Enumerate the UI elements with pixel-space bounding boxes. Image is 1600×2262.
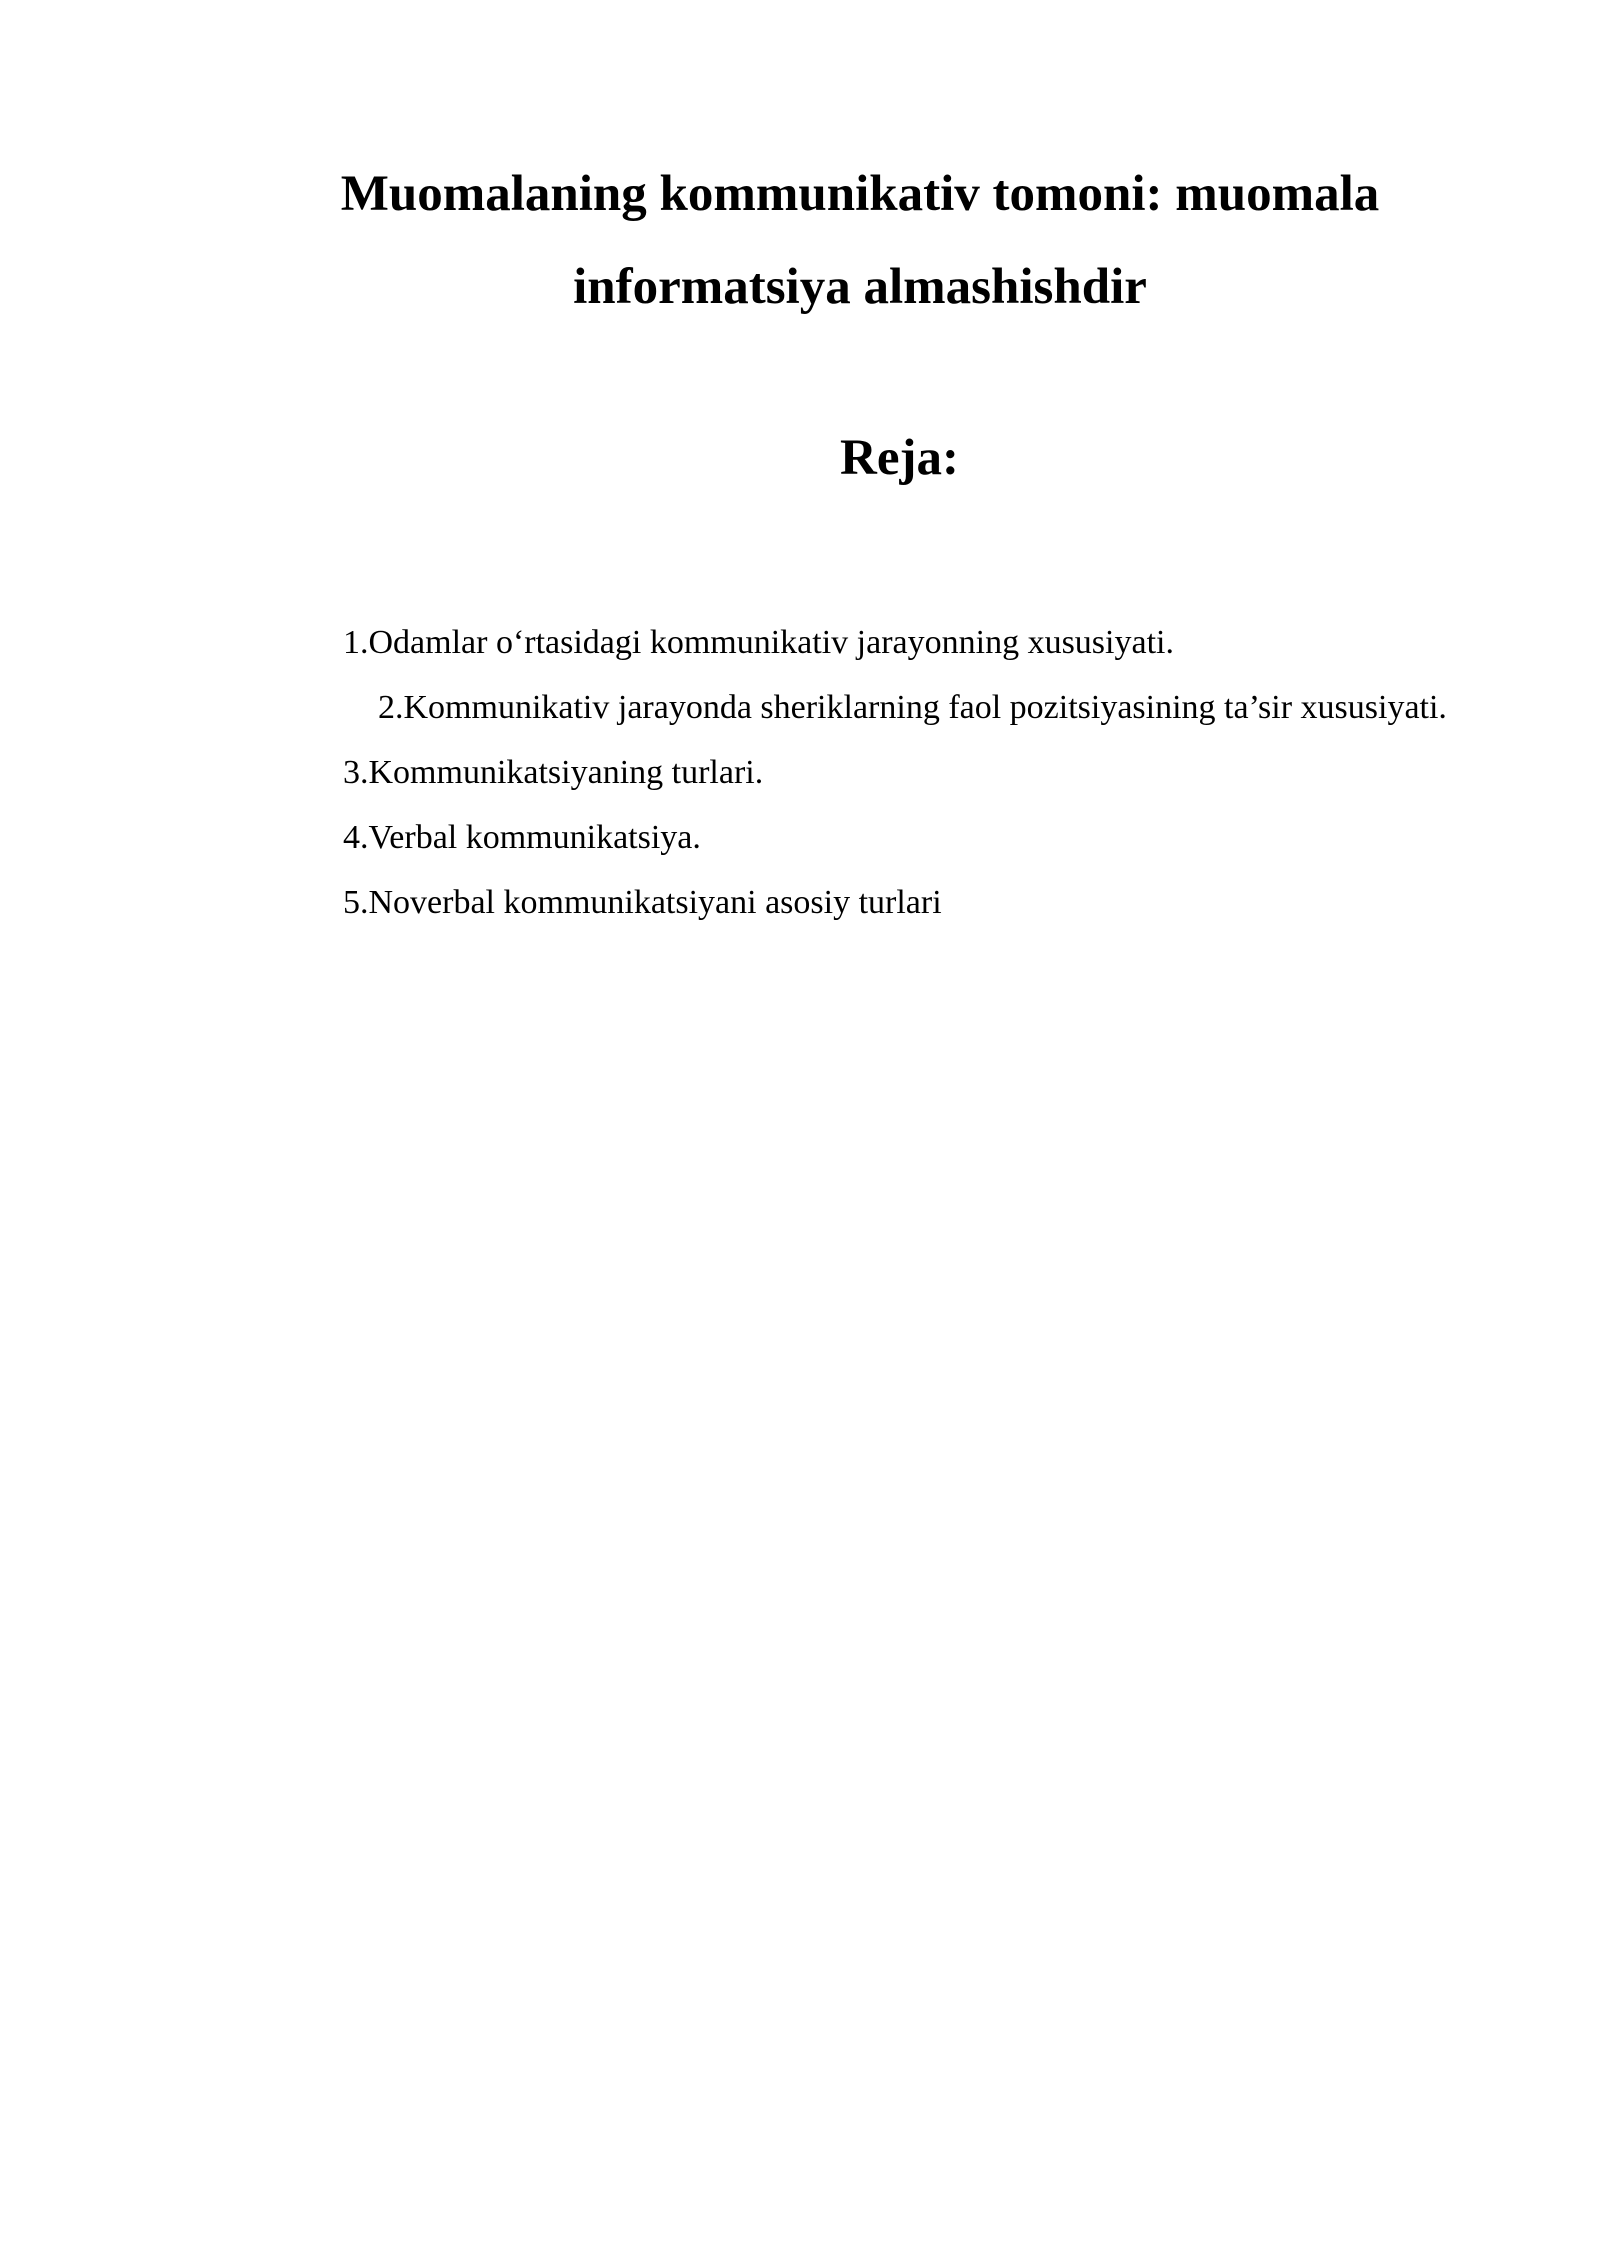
plan-list [228, 610, 1488, 935]
plan-item-5: 5.Noverbal kommunikatsiyani asosiy turlari [343, 884, 942, 921]
plan-item-1: 1.Odamlar o‘rtasidagi kommunikativ jarayonning xususiyati. [343, 624, 1174, 661]
title-line-2: informatsiya almashishdir [573, 259, 1147, 315]
document-title [230, 148, 1490, 334]
plan-item-4: 4.Verbal kommunikatsiya. [343, 819, 701, 856]
plan-item-3: 3.Kommunikatsiyaning turlari. [343, 754, 764, 791]
plan-item-2: 2.Kommunikativ jarayonda sheriklarning faol pozitsiyasining ta’sir xususiyati. [378, 689, 1447, 726]
plan-heading: Reja: [840, 430, 959, 486]
title-line-1: Muomalaning kommunikativ tomoni: muomala [340, 166, 1380, 222]
